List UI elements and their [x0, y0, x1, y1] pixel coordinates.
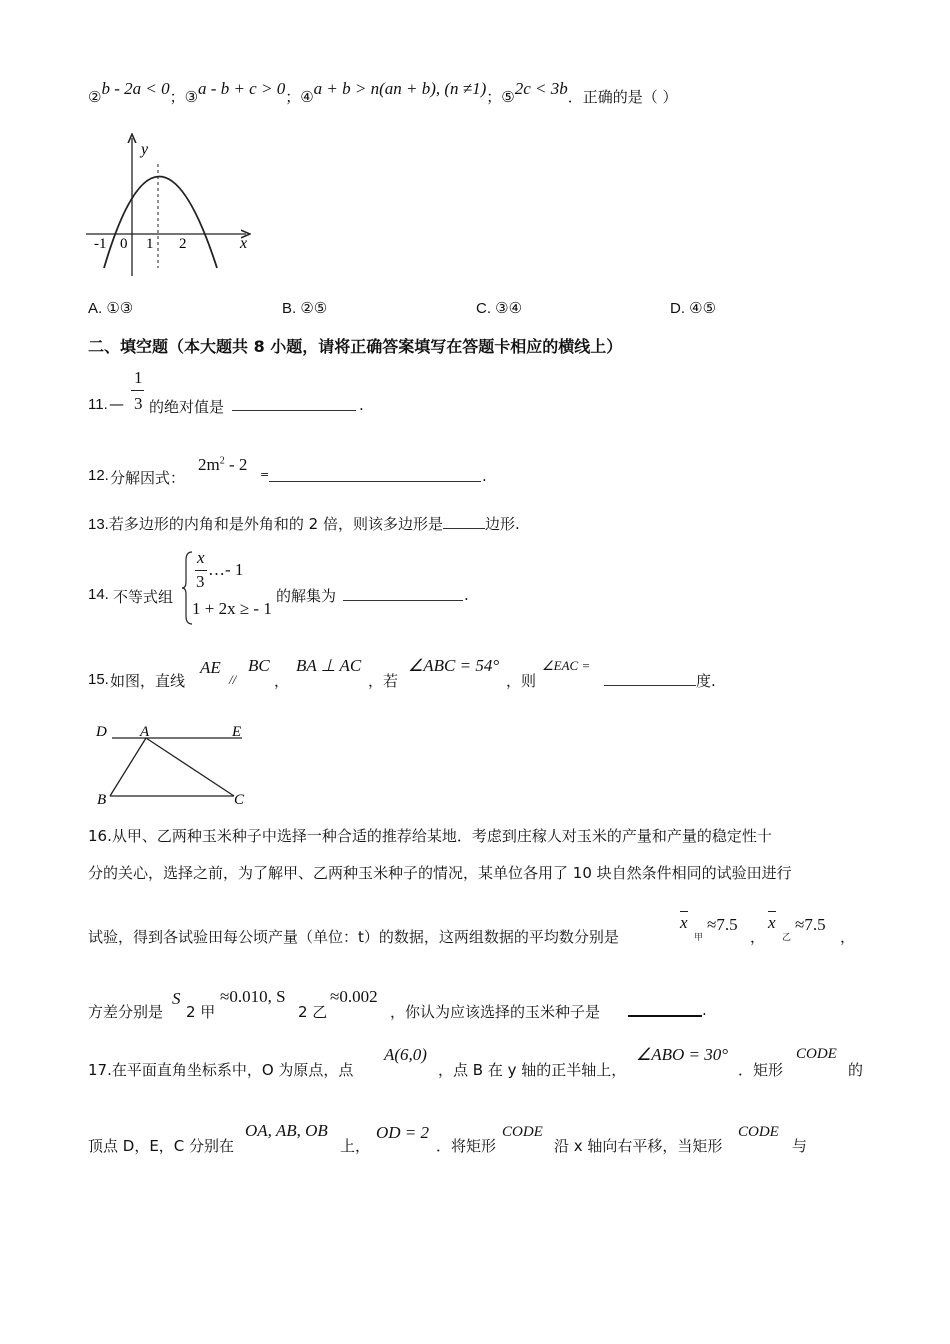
q16-xbar-jia-bar: [680, 911, 688, 912]
q12-text: 分解因式：: [110, 469, 186, 487]
sep-3: ；③: [169, 88, 199, 106]
q16-end: .: [702, 1001, 707, 1019]
q12-equals: =: [260, 468, 270, 481]
q17-line2a: 顶点 D，E，C 分别在: [88, 1137, 235, 1155]
q16-mean-yi: ≈7.5: [795, 915, 826, 934]
q14-answer-blank[interactable]: [343, 586, 463, 601]
segment-ac: [146, 738, 234, 796]
q17-point-a: A(6,0): [384, 1045, 427, 1064]
q13-answer-blank[interactable]: [443, 514, 485, 529]
q14-line1-rest: …- 1: [208, 560, 244, 579]
q16-s2jia: 2 甲: [186, 1003, 216, 1021]
q14-frac-bar: [195, 570, 207, 571]
q16-line3-text: 试验，得到各试验田每公顷产量（单位：t）的数据，这两组数据的平均数分别是: [88, 928, 619, 946]
q14-line2: 1 + 2x ≥ - 1: [192, 599, 272, 618]
q16-xbar-yi: x: [768, 913, 776, 932]
tick-0: 0: [120, 236, 128, 252]
q17-line1b: ，点 B 在 y 轴的正半轴上，: [438, 1061, 627, 1079]
q15-perp: BA ⊥ AC: [296, 656, 362, 675]
q12-number: 12.: [88, 467, 109, 484]
q17-code3: CODE: [738, 1124, 779, 1140]
circle-2: ②: [88, 88, 102, 106]
q14-text: 不等式组: [113, 588, 174, 606]
q11-dash: —: [109, 395, 124, 413]
option-c[interactable]: C. ③④: [476, 300, 523, 317]
q17-line1: [88, 1042, 878, 1082]
q11-frac-num: 1: [134, 368, 143, 387]
q16-answer-blank[interactable]: [628, 1001, 702, 1017]
q11-frac-den: 3: [134, 394, 143, 413]
q14-text2: 的解集为: [276, 587, 337, 605]
q11-end: .: [359, 396, 364, 414]
q16-jia-sub: 甲: [694, 933, 704, 943]
section-heading: 二、填空题（本大题共 8 小题，请将正确答案填写在答题卡相应的横线上）: [88, 337, 623, 356]
q17-code2: CODE: [502, 1124, 543, 1140]
option-b[interactable]: B. ②⑤: [282, 300, 328, 317]
q16-comma2: ，: [840, 928, 856, 946]
q17-line2d: 沿 x 轴向右平移，当矩形: [554, 1137, 723, 1155]
q16-line4: [88, 985, 868, 1025]
q15-comma1: ，: [274, 672, 290, 690]
q17-line2b: 上，: [340, 1137, 371, 1155]
question-tail: ．正确的是（ ）: [567, 88, 678, 106]
option-d[interactable]: D. ④⑤: [670, 300, 717, 317]
q15-answer-blank[interactable]: [604, 671, 696, 686]
expr-a-b-n: a + b > n(an + b), (n ≠1): [313, 79, 487, 98]
label-a: A: [140, 724, 150, 740]
q16-mean-jia: ≈7.5: [707, 915, 738, 934]
label-e: E: [232, 724, 242, 740]
q14-end: .: [464, 586, 469, 604]
q16-s2yi: 2 乙: [298, 1003, 328, 1021]
triangle-figure: [92, 720, 252, 810]
q16-xbar-yi-bar: [768, 911, 776, 912]
q15-text1: 如图，直线: [110, 672, 186, 690]
question-14: [88, 548, 508, 628]
question-13: [88, 513, 520, 534]
sep-4: ；④: [285, 88, 314, 106]
q16-line3: [88, 905, 868, 945]
tick-1: 1: [146, 236, 154, 252]
tick-2: 2: [179, 236, 187, 252]
option-a[interactable]: A. ①③: [88, 300, 134, 317]
segment-ab: [110, 738, 146, 796]
q13-text: 若多边形的内角和是外角和的 2 倍，则该多边形是: [108, 515, 443, 533]
expr-2c-3b: 2c < 3b: [514, 79, 568, 98]
question-15: [88, 652, 738, 692]
q15-ae: AE: [200, 658, 221, 677]
q17-angle-abo: ∠ABO = 30°: [636, 1045, 729, 1064]
q15-end: 度.: [696, 672, 716, 690]
q15-then: ，则: [506, 672, 537, 690]
q17-line1c: ．矩形: [738, 1061, 784, 1079]
q17-line2e: 与: [792, 1137, 808, 1155]
q12-answer-blank[interactable]: [269, 467, 481, 482]
q11-frac-bar: [131, 390, 144, 391]
q12-end: .: [482, 467, 487, 485]
q15-number: 15.: [88, 671, 109, 688]
parabola-graph: [82, 130, 257, 280]
expr-b-2a: b - 2a < 0: [101, 79, 170, 98]
q15-angle-abc: ∠ABC = 54°: [408, 656, 500, 675]
q15-bc: BC: [248, 656, 270, 675]
tick-minus1: -1: [94, 236, 107, 252]
q11-text: 的绝对值是: [149, 398, 225, 416]
q16-s: S: [172, 989, 181, 1008]
q16-var1: ≈0.010, S: [220, 987, 286, 1006]
q14-line1-den: 3: [196, 572, 205, 591]
q17-code1: CODE: [796, 1046, 837, 1062]
sep-5: ；⑤: [486, 88, 515, 106]
y-label: y: [141, 141, 149, 158]
q16-yi-sub: 乙: [782, 933, 792, 943]
parabola-curve: [104, 177, 217, 269]
q16-line4a: 方差分别是: [88, 1003, 164, 1021]
q16-comma: ，: [750, 928, 766, 946]
q17-line2: [88, 1118, 878, 1158]
q16-line1: 16.从甲、乙两种玉米种子中选择一种合适的推荐给某地．考虑到庄稼人对玉米的产量和产量的稳定性十: [88, 827, 772, 845]
q17-segments: OA, AB, OB: [245, 1121, 328, 1140]
label-c: C: [234, 792, 245, 808]
label-d: D: [96, 724, 107, 740]
q16-xbar-jia: x: [680, 913, 688, 932]
q11-answer-blank[interactable]: [232, 396, 356, 411]
x-label: x: [240, 235, 248, 252]
q17-od: OD = 2: [376, 1123, 430, 1142]
q17-line2c: ．将矩形: [436, 1137, 497, 1155]
label-b: B: [97, 792, 107, 808]
q17-line1a: 17.在平面直角坐标系中，O 为原点，点: [88, 1061, 354, 1079]
statement-line: [88, 79, 678, 107]
q14-line1-num: x: [197, 548, 205, 567]
q16-var2: ≈0.002: [330, 987, 378, 1006]
q15-comma2: ，若: [368, 672, 399, 690]
q12-expr: $2m^2 - 2$: [198, 455, 248, 474]
q13-number: 13.: [88, 516, 109, 533]
q15-angle-eac: ∠EAC =: [542, 658, 591, 673]
q13-text2: 边形.: [484, 515, 520, 533]
q16-line4b: ，你认为应该选择的玉米种子是: [390, 1003, 601, 1021]
q15-parallel: //: [229, 672, 237, 687]
q16-line2: 分的关心，选择之前，为了解甲、乙两种玉米种子的情况，某单位各用了 10 块自然条件相同的试验田进行: [88, 864, 792, 882]
q17-line1d: 的: [848, 1061, 864, 1079]
q14-number: 14.: [88, 586, 109, 603]
expr-a-b-c: a - b + c > 0: [198, 79, 286, 98]
q11-number: 11.: [88, 396, 108, 413]
